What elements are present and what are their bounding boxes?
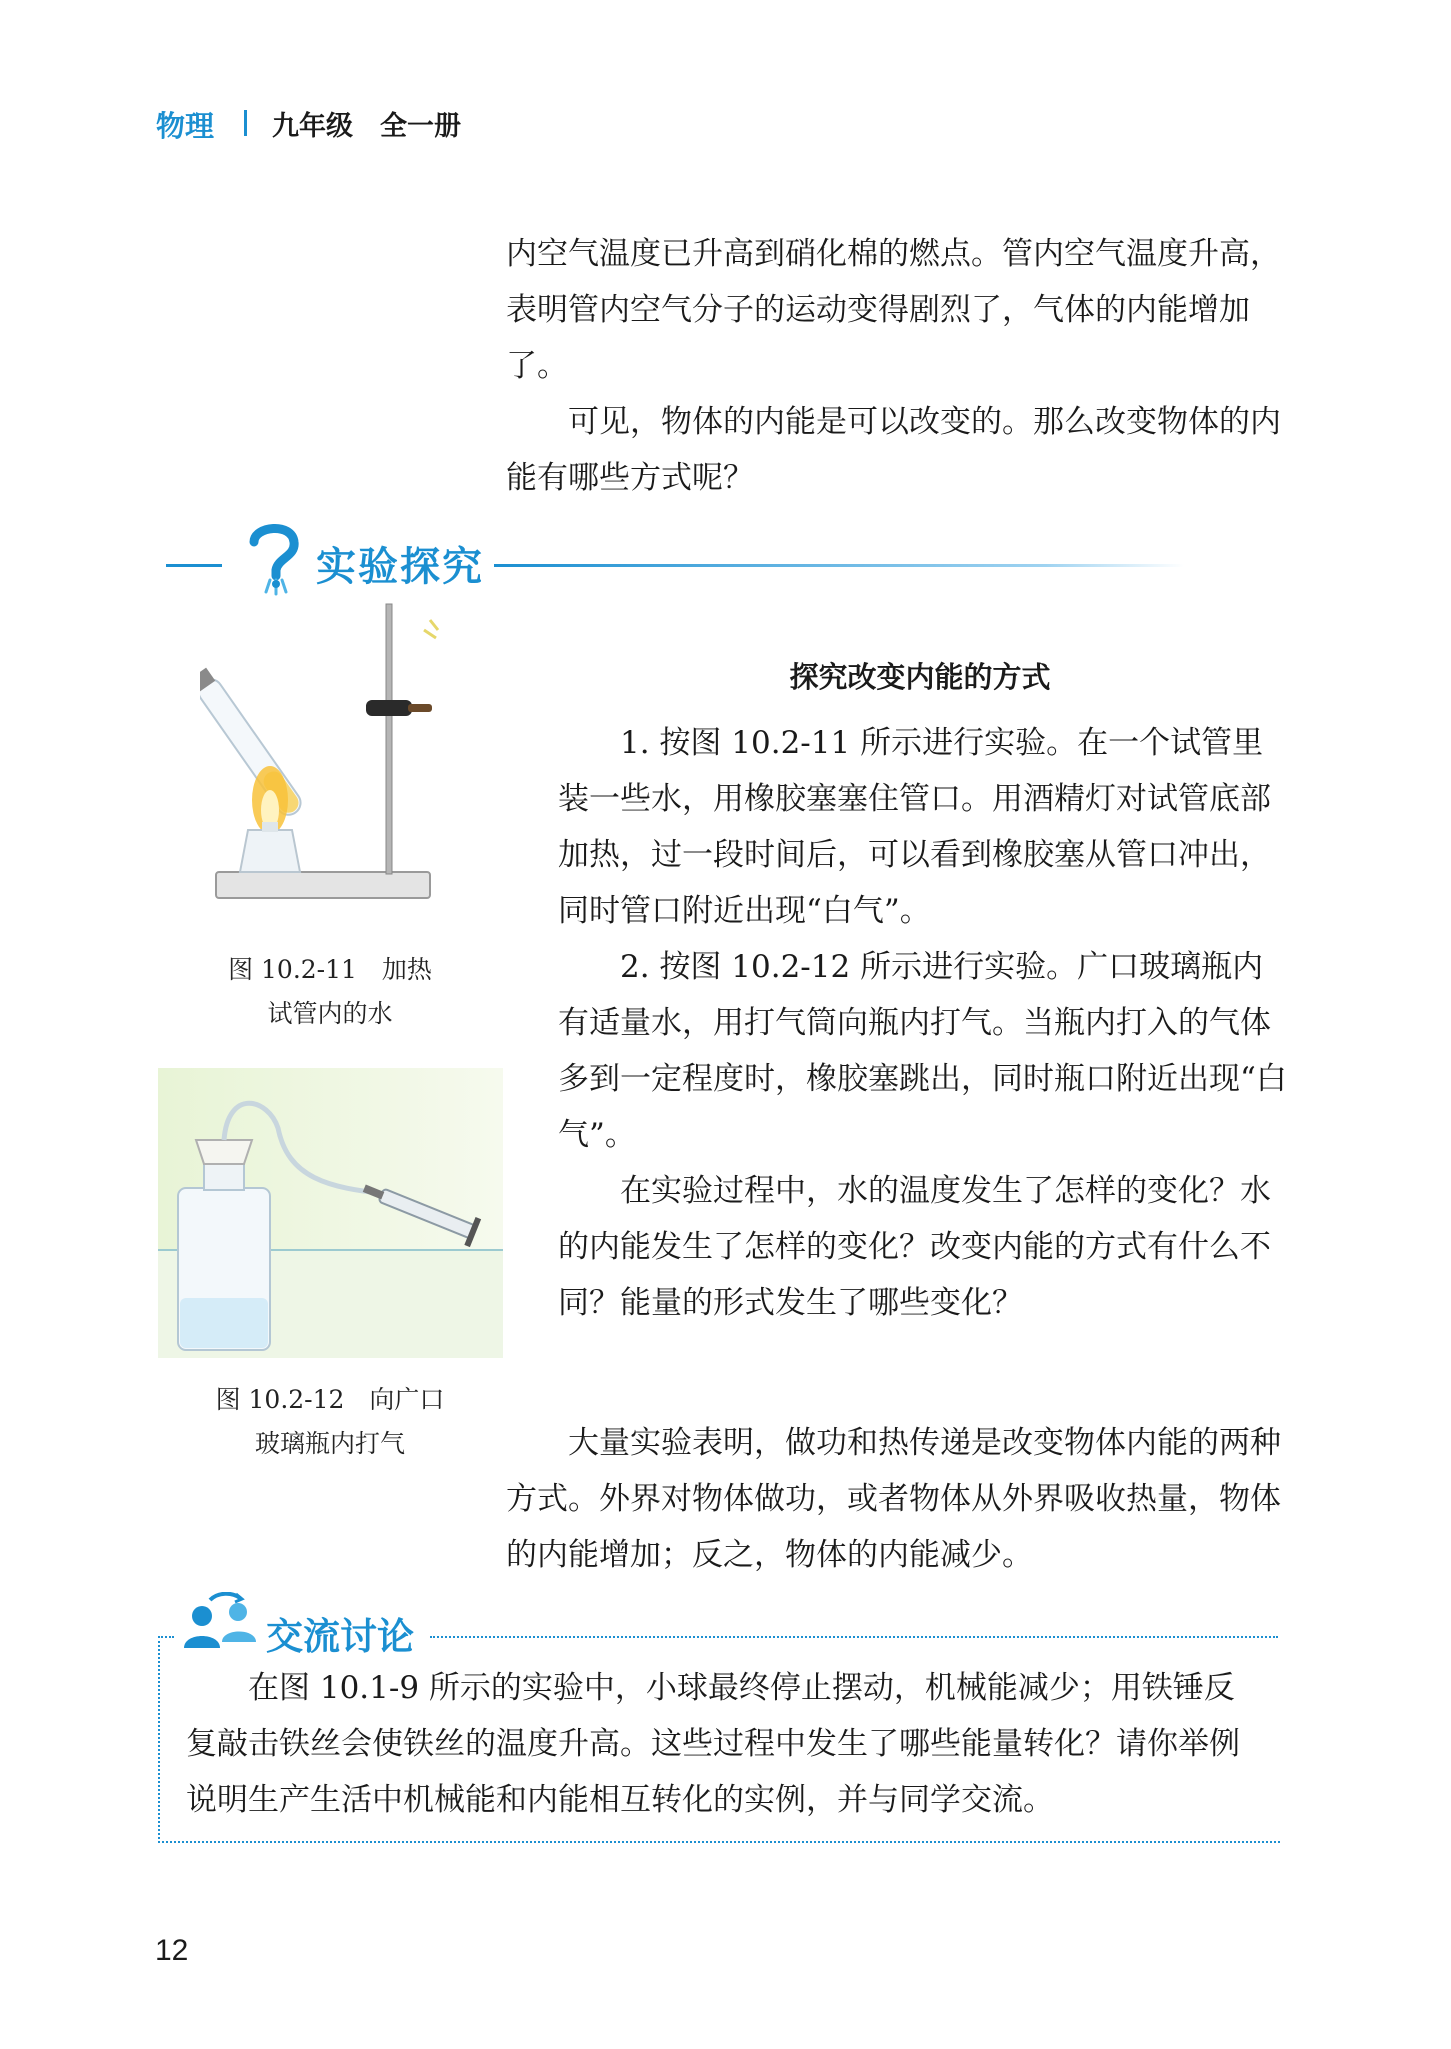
discussion-body xyxy=(186,1660,1256,1828)
discussion-people-icon xyxy=(180,1592,262,1654)
question-mark-icon xyxy=(244,520,306,600)
header-subject: 物理 xyxy=(156,109,215,143)
intro-text xyxy=(506,226,1296,506)
figure-caption-1-line-1: 图 10.2-11 加热 xyxy=(228,955,432,984)
intro-paragraph-1: 内空气温度已升高到硝化棉的燃点。管内空气温度升高，表明管内空气分子的运动变得剧烈了，气体的内能增加了。 xyxy=(506,236,1281,384)
experiment-body xyxy=(558,715,1288,1331)
section-rule-right xyxy=(494,564,1184,567)
section-rule-left xyxy=(166,564,222,567)
experiment-question: 在实验过程中，水的温度发生了怎样的变化？水的内能发生了怎样的变化？改变内能的方式有什么不同？能量的形式发生了哪些变化？ xyxy=(558,1173,1271,1321)
discussion-paragraph: 在图 10.1-9 所示的实验中，小球最终停止摆动，机械能减少；用铁锤反复敲击铁丝会使铁丝的温度升高。这些过程中发生了哪些能量转化？请你举例说明生产生活中机械能和内能相互转化的实例，并与同学交流。 xyxy=(186,1670,1240,1818)
figure-caption-2-line-1: 图 10.2-12 向广口 xyxy=(215,1385,445,1414)
figure-bottle-pump xyxy=(158,1068,503,1358)
discussion-border-top xyxy=(430,1636,1278,1638)
page-number: 12 xyxy=(155,1934,189,1967)
section-heading-experiment: 实验探究 xyxy=(316,544,484,590)
discussion-border-top-left xyxy=(158,1636,174,1638)
figure-heating-test-tube xyxy=(200,600,460,910)
conclusion-text xyxy=(506,1415,1296,1583)
experiment-title: 探究改变内能的方式 xyxy=(789,660,1051,694)
figure-caption-1-line-2: 试管内的水 xyxy=(267,999,393,1028)
experiment-step-2: 2. 按图 10.2-12 所示进行实验。广口玻璃瓶内有适量水，用打气筒向瓶内打气。当瓶内打入的气体多到一定程度时，橡胶塞跳出，同时瓶口附近出现“白气”。 xyxy=(558,949,1287,1153)
experiment-step-1: 1. 按图 10.2-11 所示进行实验。在一个试管里装一些水，用橡胶塞塞住管口。用酒精灯对试管底部加热，过一段时间后，可以看到橡胶塞从管口冲出，同时管口附近出现“白气”。 xyxy=(558,725,1271,929)
intro-paragraph-2: 可见，物体的内能是可以改变的。那么改变物体的内能有哪些方式呢？ xyxy=(506,404,1281,496)
figure-caption-1 xyxy=(200,948,460,1036)
header-book-title: 九年级 全一册 xyxy=(272,111,461,142)
conclusion-paragraph: 大量实验表明，做功和热传递是改变物体内能的两种方式。外界对物体做功，或者物体从外界吸收热量，物体的内能增加；反之，物体的内能减少。 xyxy=(506,1425,1281,1573)
discussion-heading: 交流讨论 xyxy=(266,1615,414,1658)
header-divider xyxy=(244,110,247,136)
figure-caption-2-line-2: 玻璃瓶内打气 xyxy=(254,1429,405,1458)
figure-caption-2 xyxy=(200,1378,460,1466)
